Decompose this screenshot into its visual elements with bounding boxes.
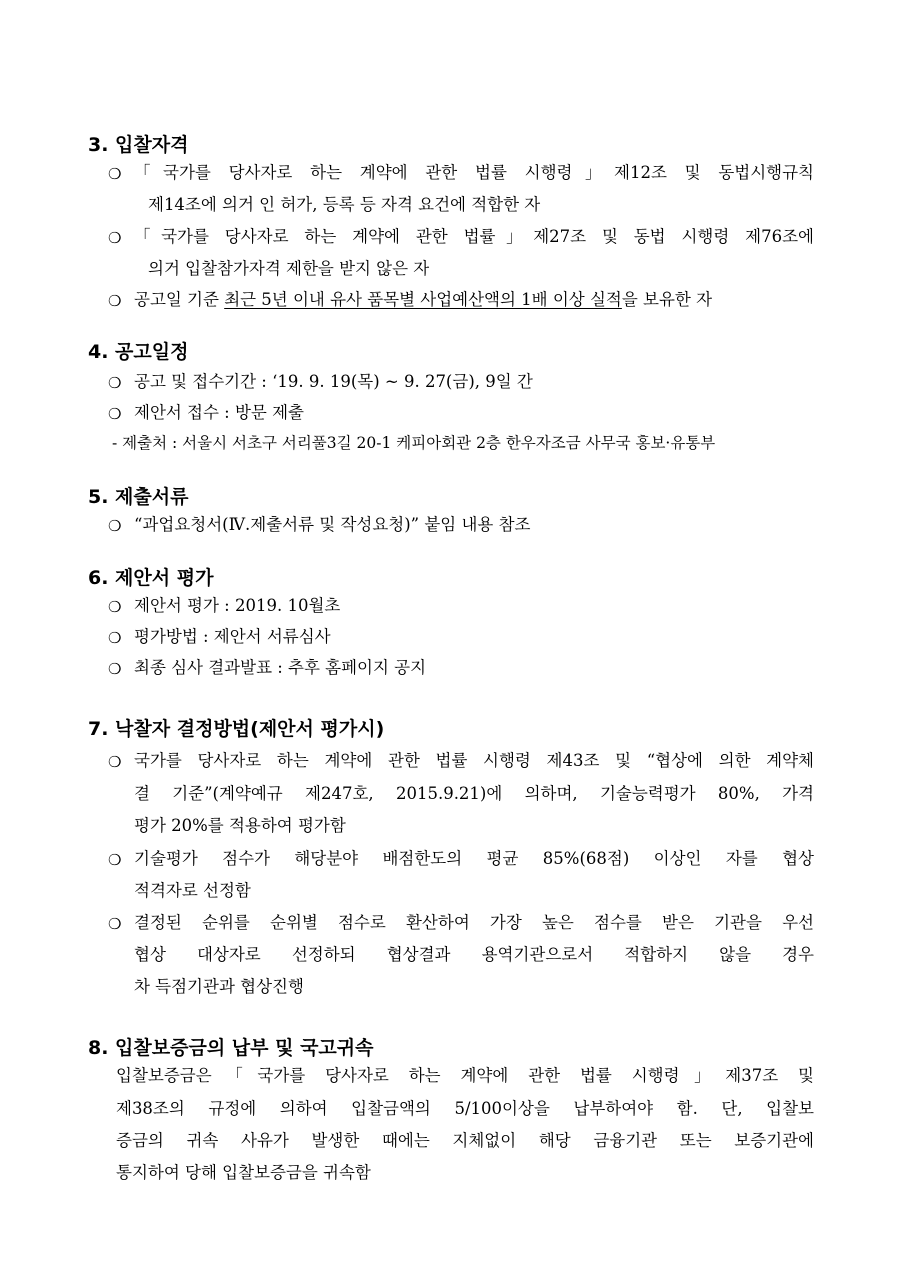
section-3-title: 3. 입찰자격 xyxy=(88,134,189,156)
s4-item1: 공고 및 접수기간 : ‘19. 9. 19(목) ~ 9. 27(금), 9일 간 xyxy=(134,372,533,391)
s3-item2-line1: 「국가를 당사자로 하는 계약에 관한 법률」제27조 및 동법 시행령 제76조에 xyxy=(134,227,814,246)
section-5-title: 5. 제출서류 xyxy=(88,486,189,508)
bullet-icon: ❍ xyxy=(108,292,122,310)
bullet-icon: ❍ xyxy=(108,165,122,183)
s7-item2-line1: 기술평가 점수가 해당분야 배점한도의 평균 85%(68점) 이상인 자를 협상 xyxy=(134,849,814,868)
s6-item3: 최종 심사 결과발표 : 추후 홈페이지 공지 xyxy=(134,658,427,677)
s8-line3: 증금의 귀속 사유가 발생한 때에는 지체없이 해당 금융기관 또는 보증기관에 xyxy=(116,1131,814,1150)
underlined-requirement: 최근 5년 이내 유사 품목별 사업예산액의 1배 이상 실적 xyxy=(224,290,622,309)
bullet-icon: ❍ xyxy=(108,629,122,647)
s7-item3-line2: 협상 대상자로 선정하되 협상결과 용역기관으로서 적합하지 않을 경우 xyxy=(134,945,814,964)
s7-item1-line3: 평가 20%를 적용하여 평가함 xyxy=(134,816,346,835)
s3-item1-line1: 「국가를 당사자로 하는 계약에 관한 법률 시행령」제12조 및 동법시행규칙 xyxy=(134,163,814,182)
s7-item1-line1: 국가를 당사자로 하는 계약에 관한 법률 시행령 제43조 및 “협상에 의한 계약체 xyxy=(134,751,814,770)
s7-item3-line1: 결정된 순위를 순위별 점수로 환산하여 가장 높은 점수를 받은 기관을 우선 xyxy=(134,913,814,932)
s6-item1: 제안서 평가 : 2019. 10월초 xyxy=(134,596,341,615)
s6-item2: 평가방법 : 제안서 서류심사 xyxy=(134,627,331,646)
s3-item2-line2: 의거 입찰참가자격 제한을 받지 않은 자 xyxy=(148,259,430,278)
bullet-icon: ❍ xyxy=(108,660,122,678)
s4-item2: 제안서 접수 : 방문 제출 xyxy=(134,403,304,422)
bullet-icon: ❍ xyxy=(108,753,122,771)
section-8-title: 8. 입찰보증금의 납부 및 국고귀속 xyxy=(88,1037,374,1059)
s5-item1: “과업요청서(Ⅳ.제출서류 및 작성요청)” 붙임 내용 참조 xyxy=(134,515,531,534)
s4-note: - 제출처 : 서울시 서초구 서리풀3길 20-1 케피아회관 2층 한우자조금 사무국 홍보·유통부 xyxy=(112,434,716,452)
s8-line1: 입찰보증금은「국가를 당사자로 하는 계약에 관한 법률 시행령」제37조 및 xyxy=(116,1066,814,1085)
bullet-icon: ❍ xyxy=(108,851,122,869)
s3-item1-line2: 제14조에 의거 인 허가, 등록 등 자격 요건에 적합한 자 xyxy=(148,195,541,214)
bullet-icon: ❍ xyxy=(108,517,122,535)
s8-line2: 제38조의 규정에 의하여 입찰금액의 5/100이상을 납부하여야 함. 단, 입찰보 xyxy=(116,1099,814,1118)
section-6-title: 6. 제안서 평가 xyxy=(88,567,214,589)
section-7-title: 7. 낙찰자 결정방법(제안서 평가시) xyxy=(88,718,385,740)
bullet-icon: ❍ xyxy=(108,915,122,933)
section-4-title: 4. 공고일정 xyxy=(88,341,189,363)
s8-line4: 통지하여 당해 입찰보증금을 귀속함 xyxy=(116,1163,371,1182)
s3-item3: 공고일 기준 최근 5년 이내 유사 품목별 사업예산액의 1배 이상 실적을 보유한 자 xyxy=(134,290,713,309)
bullet-icon: ❍ xyxy=(108,374,122,392)
bullet-icon: ❍ xyxy=(108,598,122,616)
bullet-icon: ❍ xyxy=(108,229,122,247)
s7-item2-line2: 적격자로 선정함 xyxy=(134,881,251,900)
s7-item3-line3: 차 득점기관과 협상진행 xyxy=(134,977,304,996)
s7-item1-line2: 결 기준”(계약예규 제247호, 2015.9.21)에 의하며, 기술능력평가 80%, 가격 xyxy=(134,784,814,803)
bullet-icon: ❍ xyxy=(108,405,122,423)
